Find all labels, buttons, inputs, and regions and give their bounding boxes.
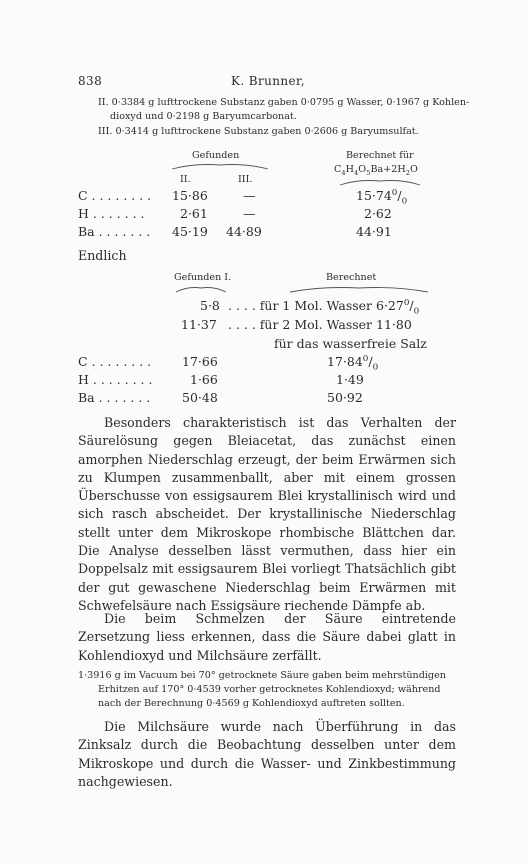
table-cell: 44·89 bbox=[226, 224, 262, 239]
paragraph-text: Die Milchsäure wurde nach Überführung in das Zinksalz durch die Beobachtung desselben unter dem Mikroskope und durch die Wasser- und Zinkbestimmung nachgewiesen. bbox=[78, 719, 456, 789]
table-cell: für das wasserfreie Salz bbox=[274, 336, 427, 351]
paragraph bbox=[78, 414, 456, 615]
table-cell: 1·66 bbox=[190, 372, 218, 387]
paragraph bbox=[78, 718, 456, 791]
table-cell: . . . . für 1 Mol. Wasser $6\cdot 27^0/_0$ bbox=[228, 298, 420, 317]
table-cell: 50·92 bbox=[327, 390, 363, 405]
table-row-label: Ba . . . . . . . bbox=[78, 224, 151, 239]
table-cell: 50·48 bbox=[182, 390, 218, 405]
note-line: dioxyd und 0·2198 g Baryumcarbonat. bbox=[110, 111, 297, 122]
note-line: nach der Berechnung 0·4569 g Kohlendioxyd auftreten sollten. bbox=[98, 698, 405, 709]
table-cell: 44·91 bbox=[356, 224, 392, 239]
table-row-label: H . . . . . . . . bbox=[78, 372, 153, 387]
table1-head-found: Gefunden bbox=[192, 150, 240, 161]
table-cell: 2·62 bbox=[364, 206, 392, 221]
table1-sub-ii: II. bbox=[180, 174, 191, 185]
paragraph bbox=[78, 610, 456, 665]
table-row-label: C . . . . . . . . bbox=[78, 188, 152, 203]
note-line: III. 0·3414 g lufttrockene Substanz gaben 0·2606 g Baryumsulfat. bbox=[98, 126, 419, 137]
table2-brace-calc bbox=[288, 284, 430, 294]
table-cell: — bbox=[243, 206, 256, 221]
table-cell: 15·86 bbox=[172, 188, 208, 203]
table1-sub-iii: III. bbox=[238, 174, 253, 185]
table-cell: 17·66 bbox=[182, 354, 218, 369]
table-cell: 2·61 bbox=[180, 206, 208, 221]
table2-head-calc: Berechnet bbox=[326, 272, 377, 283]
note-line: 1·3916 g im Vacuum bei 70° getrocknete Säure gaben beim mehrstündigen bbox=[78, 670, 446, 681]
table2-head-found: Gefunden I. bbox=[174, 272, 232, 283]
table-row-label: Ba . . . . . . . bbox=[78, 390, 151, 405]
table1-head-formula: $C_4H_4O_5Ba+2H_2O$ bbox=[334, 164, 418, 177]
paragraph-text: Besonders charakteristisch ist das Verhalten der Säurelösung gegen Bleiacetat, das zunächst einen amorphen Niederschlag erzeugt, der beim Erwärmen sich zu Klumpen zusammenballt, aber mit einem grossen Überschusse von essigsaurem Blei krystallinisch wird und sich rasch abscheidet. Der krystallinische Niederschlag stellt unter dem Mikroskope rhombische Blättchen dar. Die Analyse desselben lässt vermuthen, dass hier ein Doppelsalz mit essigsaurem Blei vorliegt Thatsächlich gibt der gut gewaschene Niederschlag beim Erwärmen mit Schwefelsäure nach Essigsäure riechende Dämpfe ab. bbox=[78, 415, 456, 613]
table-cell: 5·8 bbox=[200, 298, 220, 313]
table-cell: — bbox=[243, 188, 256, 203]
page-number: 838 bbox=[78, 74, 103, 88]
table-cell: 1·49 bbox=[336, 372, 364, 387]
table-cell: $15\cdot 74^0/_0$ bbox=[356, 188, 408, 207]
table-cell: . . . . für 2 Mol. Wasser 11·80 bbox=[228, 317, 412, 332]
table2-brace-found bbox=[174, 284, 228, 294]
table-cell: 11·37 bbox=[181, 317, 217, 332]
table-cell: $17\cdot 84^0/_0$ bbox=[327, 354, 379, 373]
table1-brace-calc bbox=[338, 177, 422, 187]
table-row-label: H . . . . . . . bbox=[78, 206, 145, 221]
table1-brace-found bbox=[170, 160, 270, 172]
note-line: II. 0·3384 g lufttrockene Substanz gaben 0·0795 g Wasser, 0·1967 g Kohlen- bbox=[98, 97, 470, 108]
running-title: K. Brunner, bbox=[231, 74, 306, 88]
table-cell: 45·19 bbox=[172, 224, 208, 239]
table1-head-calc: Berechnet für bbox=[346, 150, 414, 161]
table-row-label: C . . . . . . . . bbox=[78, 354, 152, 369]
note-line: Erhitzen auf 170° 0·4539 vorher getrocknetes Kohlendioxyd; während bbox=[98, 684, 441, 695]
text-endlich: Endlich bbox=[78, 248, 127, 263]
paragraph-text: Die beim Schmelzen der Säure eintretende Zersetzung liess erkennen, dass die Säure dabei glatt in Kohlendioxyd und Milchsäure zerfällt. bbox=[78, 611, 456, 663]
